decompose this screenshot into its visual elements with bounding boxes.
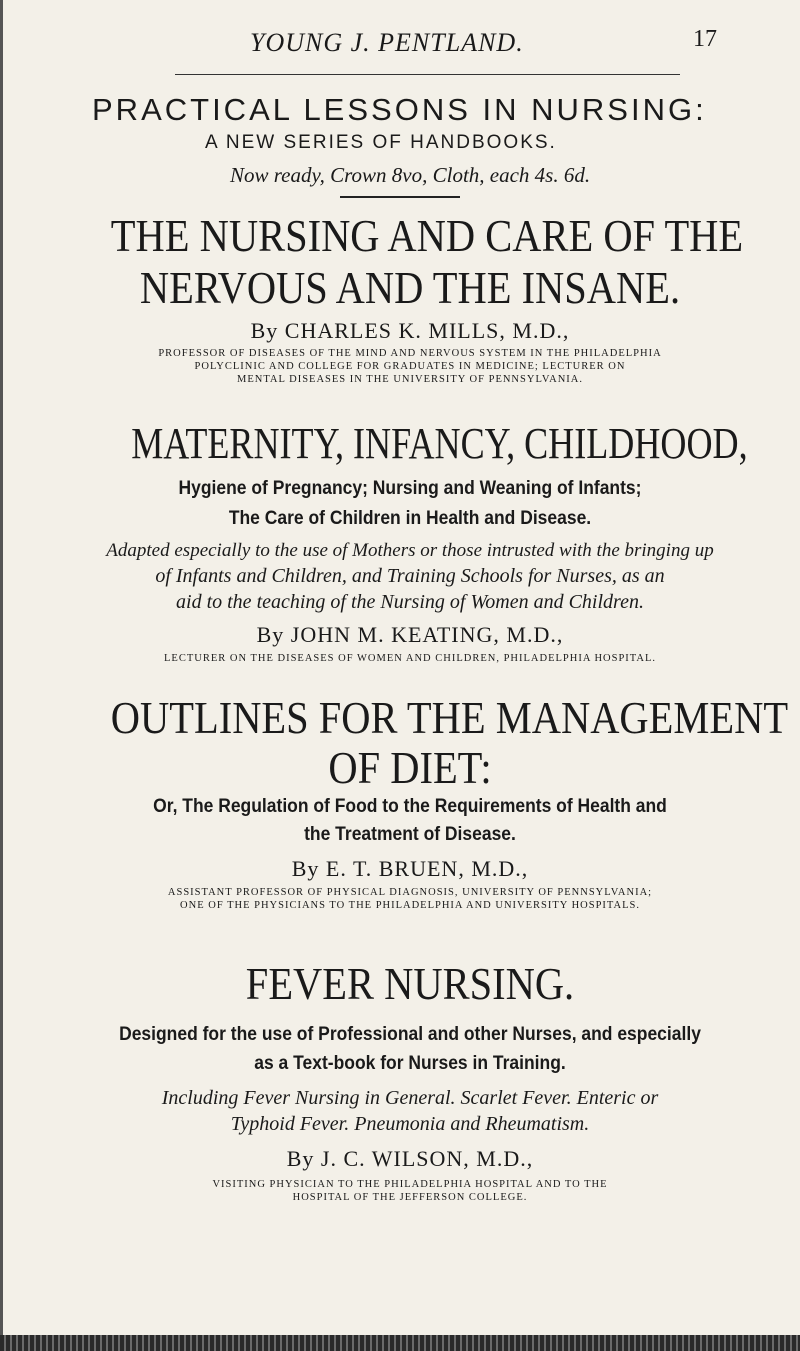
author-credentials: POLYCLINIC AND COLLEGE FOR GRADUATES IN MEDICINE; LECTURER ON	[194, 361, 626, 372]
book-description: Adapted especially to the use of Mothers or those intrusted with the bringing up	[106, 540, 714, 561]
author-credentials: PROFESSOR OF DISEASES OF THE MIND AND NERVOUS SYSTEM IN THE PHILADELPHIA	[158, 348, 662, 359]
book-title: MATERNITY, INFANCY, CHILDHOOD,	[131, 419, 748, 468]
header-rule	[175, 74, 680, 75]
book-title-line: THE NURSING AND CARE OF THE	[110, 210, 744, 261]
book-subtitle: Hygiene of Pregnancy; Nursing and Weaning of Infants;	[178, 478, 642, 499]
author-credentials: VISITING PHYSICIAN TO THE PHILADELPHIA HOSPITAL AND TO THE	[212, 1179, 608, 1190]
author-credentials: HOSPITAL OF THE JEFFERSON COLLEGE.	[292, 1192, 528, 1203]
author-credentials: ASSISTANT PROFESSOR OF PHYSICAL DIAGNOSIS, UNIVERSITY OF PENNSYLVANIA;	[167, 887, 653, 898]
book-author: By JOHN M. KEATING, M.D.,	[256, 622, 564, 647]
section-rule	[340, 196, 460, 198]
page-bottom-edge	[0, 1335, 800, 1351]
book-author: By CHARLES K. MILLS, M.D.,	[250, 318, 570, 343]
series-availability: Now ready, Crown 8vo, Cloth, each 4s. 6d.	[230, 163, 591, 187]
author-credentials: ONE OF THE PHYSICIANS TO THE PHILADELPHIA AND UNIVERSITY HOSPITALS.	[180, 900, 640, 911]
book-subtitle: the Treatment of Disease.	[304, 824, 516, 845]
book-subtitle: The Care of Children in Health and Disease.	[228, 508, 592, 529]
book-description: Including Fever Nursing in General. Scarlet Fever. Enteric or	[161, 1087, 659, 1109]
book-author: By J. C. WILSON, M.D.,	[286, 1146, 534, 1171]
author-credentials: LECTURER ON THE DISEASES OF WOMEN AND CHILDREN, PHILADELPHIA HOSPITAL.	[164, 653, 656, 664]
book-title: FEVER NURSING.	[245, 958, 575, 1009]
page-number: 17	[693, 26, 717, 52]
book-description: aid to the teaching of the Nursing of Women and Children.	[176, 591, 644, 613]
running-head: YOUNG J. PENTLAND.	[250, 28, 524, 57]
book-title-line: OUTLINES FOR THE MANAGEMENT	[110, 692, 789, 743]
book-description: Typhoid Fever. Pneumonia and Rheumatism.	[230, 1113, 590, 1135]
series-title: PRACTICAL LESSONS IN NURSING:	[92, 92, 707, 127]
book-subtitle: Designed for the use of Professional and other Nurses, and especially	[119, 1024, 701, 1045]
book-subtitle: as a Text-book for Nurses in Training.	[254, 1053, 566, 1074]
book-description: of Infants and Children, and Training Schools for Nurses, as an	[155, 565, 665, 587]
book-author: By E. T. BRUEN, M.D.,	[291, 856, 529, 881]
book-subtitle: Or, The Regulation of Food to the Requirements of Health and	[153, 796, 667, 817]
book-title-line: NERVOUS AND THE INSANE.	[139, 262, 681, 313]
series-subtitle: A NEW SERIES OF HANDBOOKS.	[205, 132, 557, 153]
page-edge-shadow	[0, 0, 3, 1351]
book-title-line: OF DIET:	[328, 742, 492, 793]
author-credentials: MENTAL DISEASES IN THE UNIVERSITY OF PENNSYLVANIA.	[237, 374, 583, 385]
